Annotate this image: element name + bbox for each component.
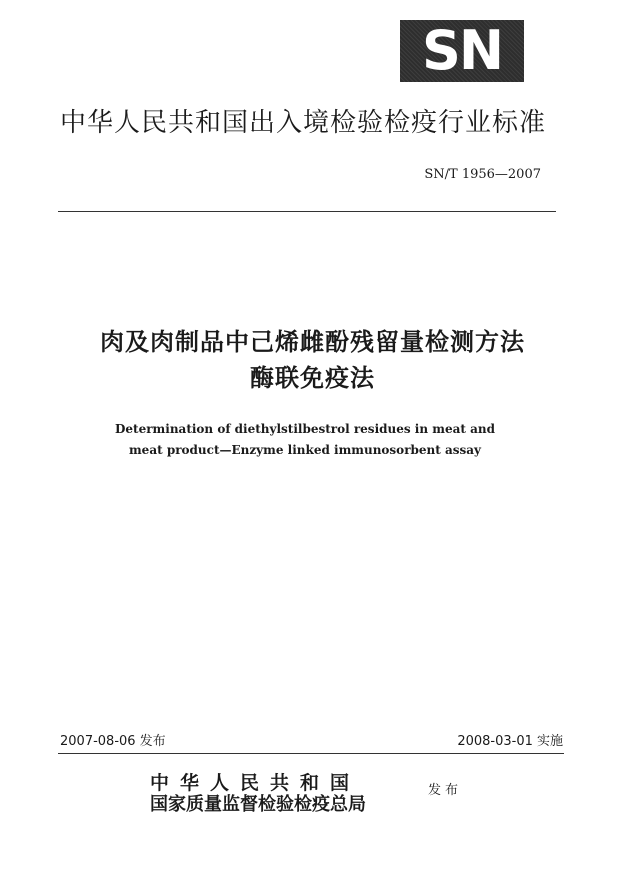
issue-label: 发布 <box>428 783 463 798</box>
issue-date: 2007-08-06 发布 <box>60 734 166 749</box>
agency-standard-title: 中华人民共和国出入境检验检疫行业标准 <box>60 108 547 138</box>
top-divider <box>58 211 556 212</box>
document-title-zh: 肉及肉制品中己烯雌酚残留量检测方法 <box>100 328 525 356</box>
document-subtitle-zh: 酶联免疫法 <box>250 364 375 392</box>
sn-logo <box>400 20 524 82</box>
sn-logo-text: SN <box>421 19 503 82</box>
issuer-line1: 中华人民共和国 <box>150 772 361 794</box>
document-title-en-line1: Determination of diethylstilbestrol residues in meat and <box>115 422 495 436</box>
issuer-line2: 国家质量监督检验检疫总局 <box>150 794 366 815</box>
bottom-divider <box>58 753 564 754</box>
document-title-en-line2: meat product—Enzyme linked immunosorbent assay <box>128 443 482 457</box>
standard-code: SN/T 1956—2007 <box>424 167 541 182</box>
effective-date: 2008-03-01 实施 <box>457 734 563 749</box>
